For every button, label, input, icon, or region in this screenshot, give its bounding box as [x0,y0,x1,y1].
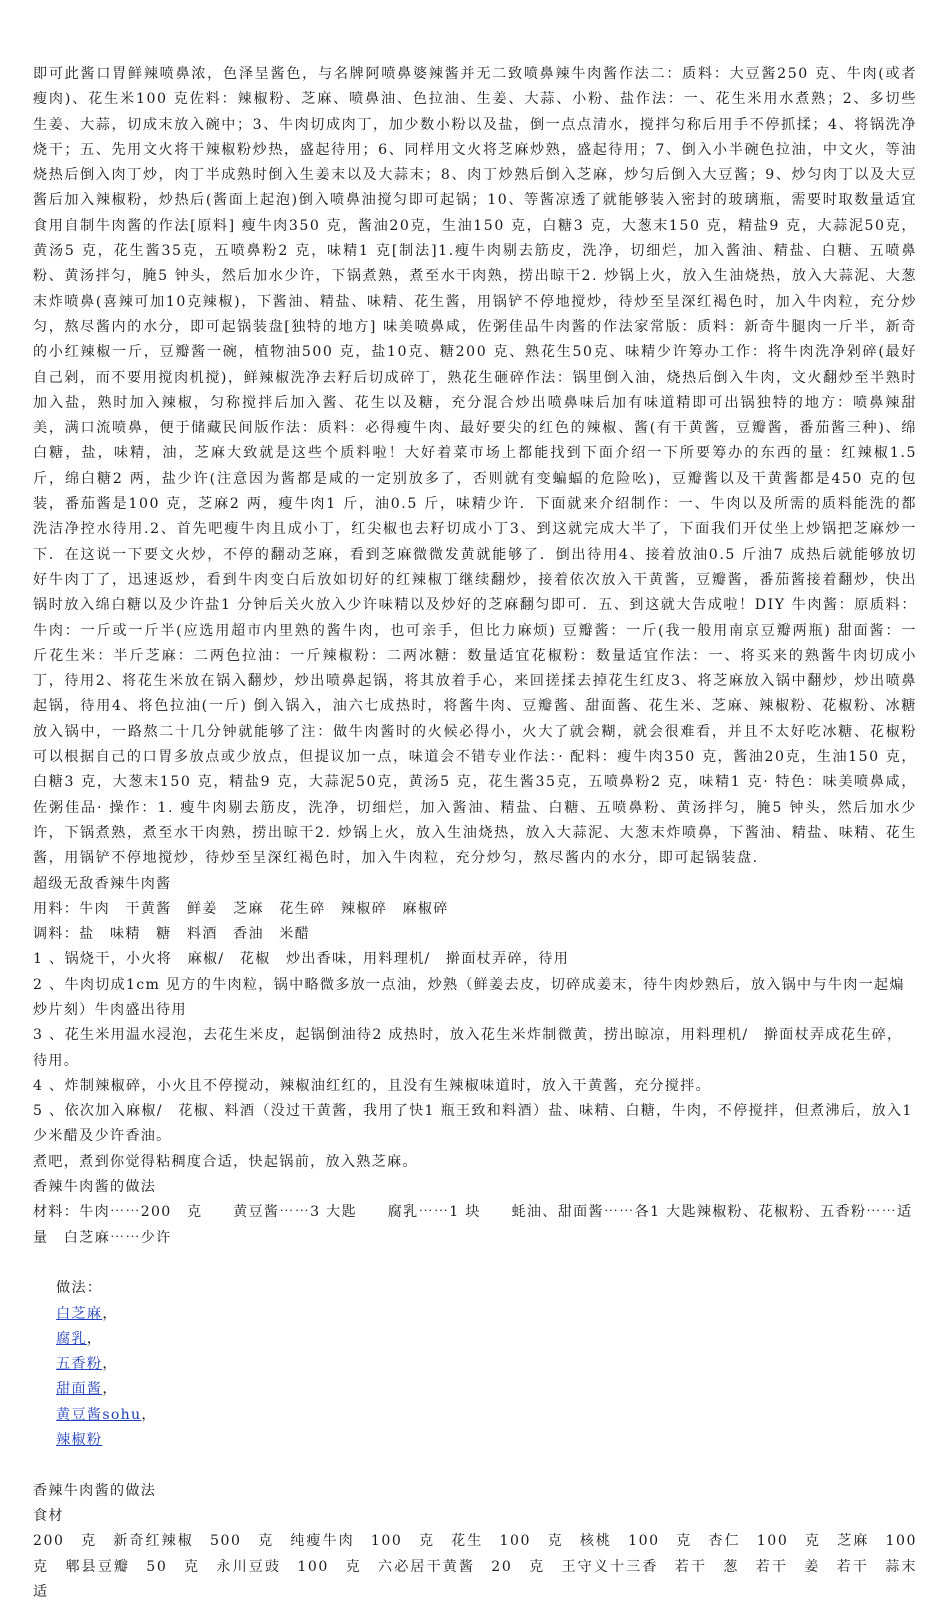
link-separator: ， [102,1381,118,1398]
recipe-3-materials: 材料：牛肉⋯⋯200 克 黄豆酱⋯⋯3 大匙 腐乳⋯⋯1 块 蚝油、甜面酱⋯⋯各1 大匙辣椒粉、花椒粉、五香粉⋯⋯适量 白芝麻⋯⋯少许 [33,1204,913,1246]
recipe-2-ingredients: 用料：牛肉 干黄酱 鲜姜 芝麻 花生碎 辣椒碎 麻椒碎 [33,900,449,917]
recipe-body-paragraph: 即可此酱口胃鲜辣喷鼻浓，色泽呈酱色，与名牌阿喷鼻婆辣酱并无二致喷鼻辣牛肉酱作法二：质料：大豆酱250 克、牛肉(或者瘦肉)、花生米100 克佐料：辣椒粉、芝麻、喷鼻油、色拉油、生姜、大蒜、小粉、盐作法：一、花生米用水煮熟；2、多切些生姜、大蒜，切成末放入碗中；3、牛肉切成肉丁，加少数小粉以及盐，倒一点点清水，搅拌匀称后用手不停抓揉；4、将锅洗净烧干；五、先用文火将干辣椒粉炒热，盛起待用；6、同样用文火将芝麻炒熟，盛起待用；7、倒入小半碗色拉油，中文火，等油烧热后倒入肉丁炒，肉丁半成熟时倒入生姜末以及大蒜末；8、肉丁炒熟后倒入芝麻，炒匀后倒入大豆酱；9、炒匀肉丁以及大豆酱后加入辣椒粉，炒热后(酱面上起泡)倒入喷鼻油搅匀即可起锅；10、等酱凉透了就能够装入密封的玻璃瓶，需要时取数量适宜食用自制牛肉酱的作法[原料] 瘦牛肉350 克，酱油20克，生油150 克，白糖3 克，大葱末150 克，精盐9 克，大蒜泥50克，黄汤5 克，花生酱35克，五喷鼻粉2 克，味精1 克[制法]1.瘦牛肉剔去筋皮，洗净，切细烂，加入酱油、精盐、白糖、五喷鼻粉、黄汤拌匀，腌5 钟头，然后加水少许，下锅煮熟，煮至水干肉熟，捞出晾干2. 炒锅上火，放入生油烧热，放入大蒜泥、大葱末炸喷鼻(喜辣可加10克辣椒)，下酱油、精盐、味精、花生酱，用锅铲不停地搅炒，待炒至呈深红褐色时，加入牛肉粒，充分炒匀，熬尽酱内的水分，即可起锅装盘[独特的地方] 味美喷鼻咸，佐粥佳品牛肉酱的作法家常版：质料：新奇牛腿肉一斤半，新奇的小红辣椒一斤，豆瓣酱一碗，植物油500 克，盐10克、糖200 克、熟花生50克、味精少许筹办工作：将牛肉洗净剁碎(最好自己剁，而不要用搅肉机搅)，鲜辣椒洗净去籽后切成碎丁，熟花生砸碎作法：锅里倒入油，烧热后倒入牛肉，文火翻炒至半熟时加入盐，熟时加入辣椒，匀称搅拌后加入酱、花生以及糖，充分混合炒出喷鼻味后加有味道精即可出锅独特的地方：喷鼻辣甜美，满口流喷鼻，便于储藏民间版作法：质料：必得瘦牛肉、最好要尖的红色的辣椒、酱(有干黄酱，豆瓣酱，番茄酱三种)、绵白糖，盐，味精，油，芝麻大致就是这些个质料啦！大好着菜市场上都能找到下面介绍一下所要筹办的东西的量：红辣椒1.5 斤，绵白糖2 两，盐少许(注意因为酱都是咸的一定别放多了，否则就有变蝙蝠的危险吆)，豆瓣酱以及干黄酱都是450 克的包装，番茄酱是100 克，芝麻2 两，瘦牛肉1 斤，油0.5 斤，味精少许．下面就来介绍制作：一、牛肉以及所需的质料能洗的都洗洁净控水待用.2、首先吧瘦牛肉且成小丁，红尖椒也去籽切成小丁3、到这就完成大半了，下面我们开仗坐上炒锅把芝麻炒一下．在这说一下要文火炒，不停的翻动芝麻，看到芝麻微微发黄就能够了．倒出待用4、接着放油0.5 斤油7 成热后就能够放切好牛肉丁了，迅速返炒，看到牛肉变白后放如切好的红辣椒丁继续翻炒，接着依次放入干黄酱，豆瓣酱，番茄酱接着翻炒，快出锅时放入绵白糖以及少许盐1 分钟后关火放入少许味精以及炒好的芝麻翻匀即可．五、到这就大告成啦！DIY 牛肉酱：原质料：牛肉：一斤或一斤半(应选用超市内里熟的酱牛肉，也可亲手，但比力麻烦) 豆瓣酱：一斤(我一般用南京豆瓣两瓶) 甜面酱：一斤花生米：半斤芝麻：二两色拉油：一斤辣椒粉：二两冰糖：数量适宜花椒粉：数量适宜作法：一、将买来的熟酱牛肉切成小丁，待用2、将花生米放在锅入翻炒，炒出喷鼻起锅，将其放着手心，来回搓揉去掉花生红皮3、将芝麻放入锅中翻炒，炒出喷鼻起锅，待用4、将色拉油(一斤) 倒入锅入，油六七成热时，将酱牛肉、豆瓣酱、甜面酱、花生米、芝麻、辣椒粉、花椒粉、冰糖放入锅中，一路熬二十几分钟就能够了注：做牛肉酱时的火候必得小，火大了就会糊，就会很难看，并且不太好吃冰糖、花椒粉可以根据自己的口胃多放点或少放点，但提议加一点，味道会不错专业作法：· 配料：瘦牛肉350 克，酱油20克，生油150 克，白糖3 克，大葱末150 克，精盐9 克，大蒜泥50克，黄汤5 克，花生酱35克，五喷鼻粉2 克，味精1 克· 特色：味美喷鼻咸，佐粥佳品· 操作：1. 瘦牛肉剔去筋皮，洗净，切细烂，加入酱油、精盐、白糖、五喷鼻粉、黄汤拌匀，腌5 钟头，然后加水少许，下锅煮熟，煮至水干肉熟，捞出晾干2. 炒锅上火，放入生油烧热，放入大蒜泥、大葱末炸喷鼻，下酱油、精盐、味精、花生酱，用锅铲不停地搅炒，待炒至呈深红褐色时，加入牛肉粒，充分炒匀，熬尽酱内的水分，即可起锅装盘. [33,66,917,867]
recipe-3-title: 香辣牛肉酱的做法 [33,1179,157,1196]
link-fermented-tofu[interactable]: 腐乳 [56,1330,87,1347]
recipe-3-method-label: 做法： [56,1280,103,1297]
link-five-spice-powder[interactable]: 五香粉 [56,1356,103,1373]
recipe-2-seasonings: 调料：盐 味精 糖 料酒 香油 米醋 [33,926,311,943]
link-chili-powder[interactable]: 辣椒粉 [56,1432,103,1449]
link-soybean-paste[interactable]: 黄豆酱 [56,1406,103,1423]
link-sweet-bean-sauce[interactable]: 甜面酱 [56,1381,103,1398]
recipe-4-ingredients: 200 克 新奇红辣椒 500 克 纯瘦牛肉 100 克 花生 100 克 核桃 100 克 杏仁 100 克 芝麻 100 克 郫县豆瓣 50 克 永川豆豉 100 克 六必居干黄酱 20 克 王守义十三香 若干 葱 若干 姜 若干 蒜末 适 [33,1533,933,1600]
recipe-2-step-6: 煮吧，煮到你觉得粘稠度合适，快起锅前，放入熟芝麻。 [33,1153,418,1170]
link-separator: ， [102,1305,118,1322]
recipe-4-section-label: 食材 [33,1507,64,1524]
link-sohu[interactable]: sohu [102,1406,142,1423]
link-white-sesame[interactable]: 白芝麻 [56,1305,103,1322]
recipe-2-step-1: 1 、锅烧干，小火将 麻椒/ 花椒 炒出香味，用料理机/ 擀面杖弄碎，待用 [33,951,570,968]
recipe-3-method [33,1251,917,1479]
recipe-2-step-2: 2 、牛肉切成1cm 见方的牛肉粒，锅中略微多放一点油，炒熟（鲜姜去皮，切碎成姜末，待牛肉炒熟后，放入锅中与牛肉一起煸炒片刻）牛肉盛出待用 [33,976,905,1018]
recipe-2-step-5: 5 、依次加入麻椒/ 花椒、料酒（没过干黄酱，我用了快1 瓶王致和料酒）盐、味精、白糖，牛肉，不停搅拌，但煮沸后，放入1 少米醋及少许香油。 [33,1103,919,1145]
recipe-4-title: 香辣牛肉酱的做法 [33,1482,157,1499]
link-separator: ， [86,1330,103,1347]
recipe-2-title: 超级无敌香辣牛肉酱 [33,875,172,892]
recipe-2-step-3: 3 、花生米用温水浸泡，去花生米皮，起锅倒油待2 成热时，放入花生米炸制微黄，捞出晾凉，用料理机/ 擀面杖弄成花生碎，待用。 [33,1027,903,1069]
link-separator: ， [102,1356,118,1373]
recipe-2-step-4: 4 、炸制辣椒碎，小火且不停搅动，辣椒油红红的，且没有生辣椒味道时，放入干黄酱，充分搅拌。 [33,1077,711,1094]
link-separator: ， [141,1406,157,1423]
document-page [33,62,933,1605]
